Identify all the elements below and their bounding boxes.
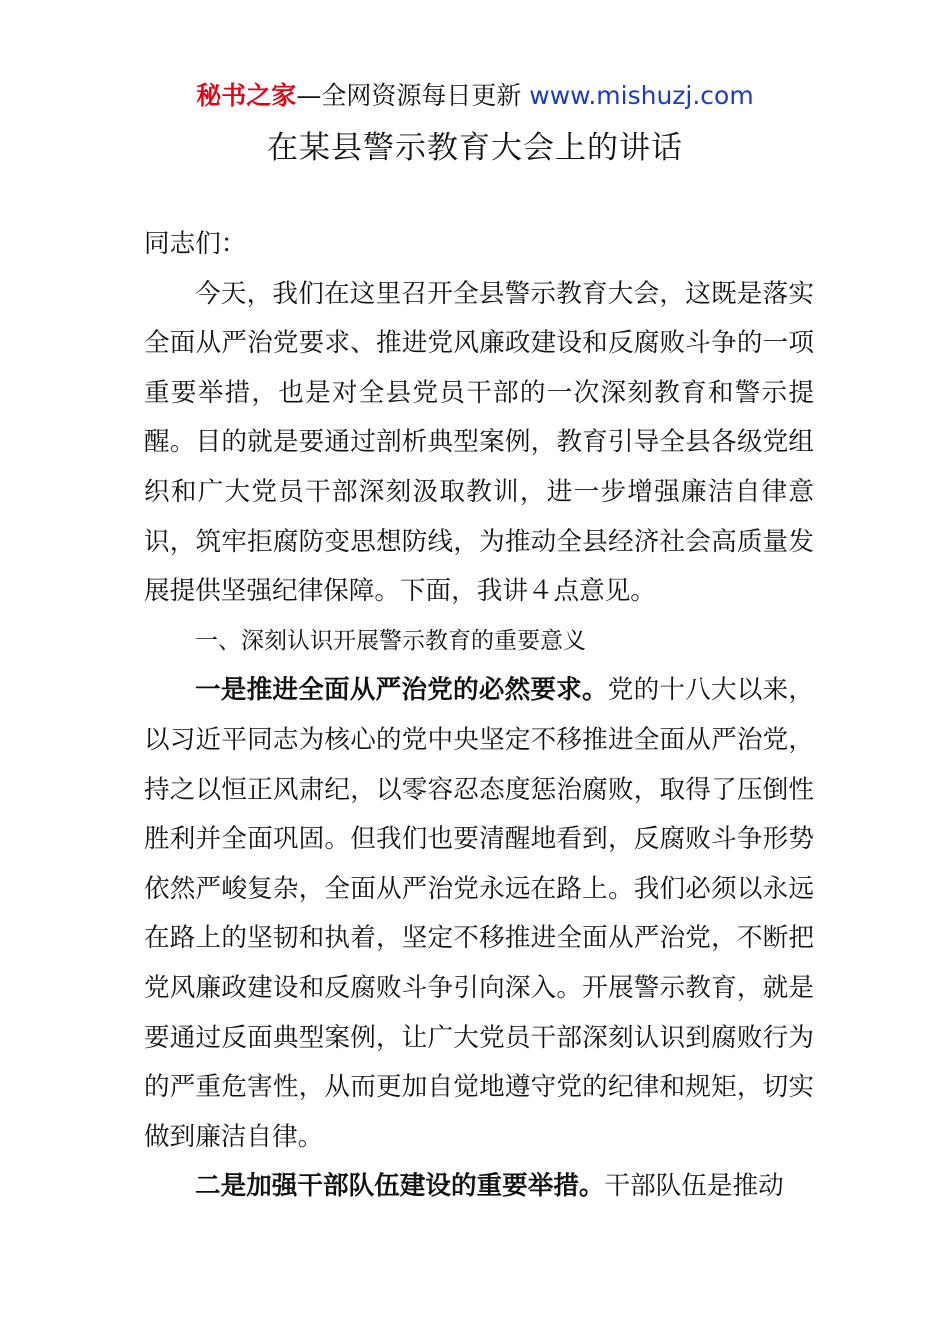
- point-2-lead: 二是加强干部队伍建设的重要举措。: [195, 1171, 605, 1202]
- section-heading: 一、深刻认识开展警示教育的重要意义: [195, 627, 586, 654]
- point-1-lead: 一是推进全面从严治党的必然要求。: [195, 675, 608, 706]
- brand-name: 秘书之家: [196, 81, 297, 110]
- intro-paragraph: 今天，我们在这里召开全县警示教育大会，这既是落实全面从严治党要求、推进党风廉政建设和反腐败斗争的一项重要举措，也是对全县党员干部的一次深刻教育和警示提醒。目的就是要通过剖析典型案例，教育引导全县各级党组织和广大党员干部深刻汲取教训，进一步增强廉洁自律意识，筑牢拒腐防变思想防线，为推动全县经济社会高质量发展提供坚强纪律保障。下面，我讲４点意见。: [144, 278, 814, 607]
- header-dash: —: [296, 81, 322, 110]
- salutation: 同志们：: [144, 229, 247, 259]
- point-2-body: 干部队伍是推动: [604, 1171, 784, 1202]
- site-header: [0, 80, 950, 112]
- document-title: 在某县警示教育大会上的讲话: [267, 130, 683, 166]
- site-url-link[interactable]: www.mishuzj.com: [529, 81, 754, 110]
- point-1-paragraph: [144, 666, 814, 1162]
- point-2-paragraph: [144, 1162, 814, 1212]
- point-1-body: 党的十八大以来，以习近平同志为核心的党中央坚定不移推进全面从严治党，持之以恒正风肃纪，以零容忍态度惩治腐败，取得了压倒性胜利并全面巩固。但我们也要清醒地看到，反腐败斗争形势依然严峻复杂，全面从严治党永远在路上。我们必须以永远在路上的坚韧和执着，坚定不移推进全面从严治党，不断把党风廉政建设和反腐败斗争引向深入。开展警示教育，就是要通过反面典型案例，让广大党员干部深刻认识到腐败行为的严重危害性，从而更加自觉地遵守党的纪律和规矩，切实做到廉洁自律。: [144, 675, 814, 1152]
- header-tagline: 全网资源每日更新: [321, 81, 522, 110]
- document-body: [144, 220, 814, 1212]
